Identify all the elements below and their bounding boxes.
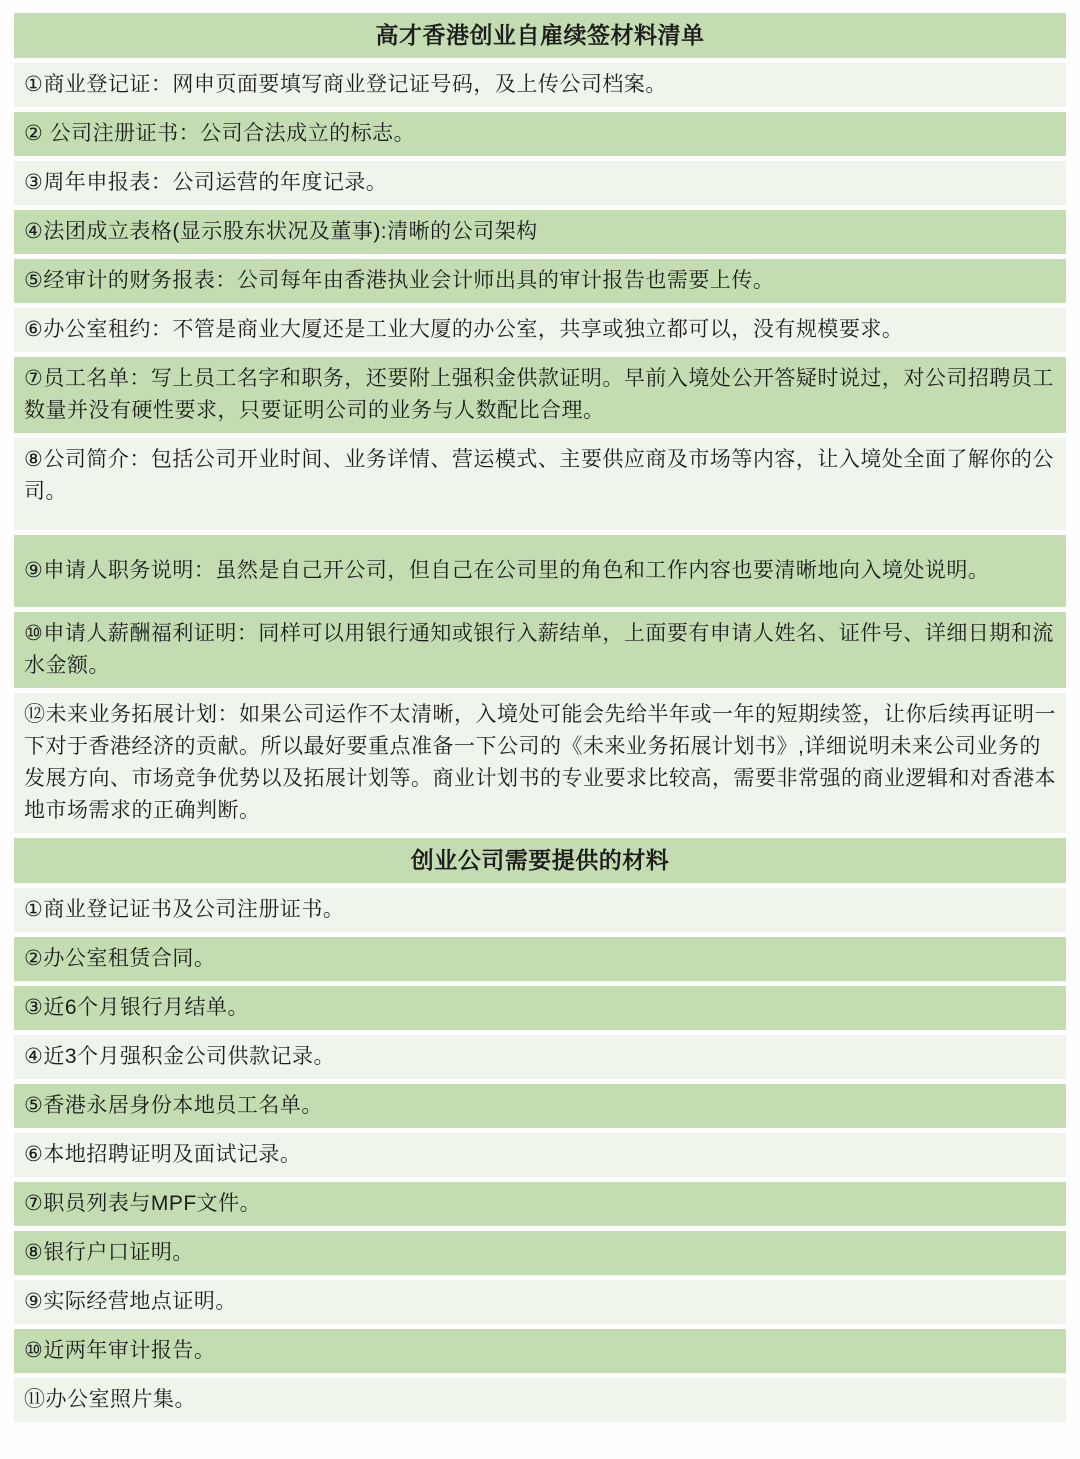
row-s2-02-text: ②办公室租赁合同。: [24, 947, 216, 970]
row-s2-05: [14, 1084, 1066, 1128]
row-s1-02-text: ② 公司注册证书：公司合法成立的标志。: [24, 122, 416, 145]
row-s2-04-text: ④近3个月强积金公司供款记录。: [24, 1045, 336, 1068]
row-s1-10-text: ⑩申请人薪酬福利证明：同样可以用银行通知或银行入薪结单，上面要有申请人姓名、证件号、详细日期和流水金额。: [24, 622, 1054, 677]
row-s2-11: [14, 1378, 1066, 1422]
row-s1-07-text: ⑦员工名单：写上员工名字和职务，还要附上强积金供款证明。早前入境处公开答疑时说过，对公司招聘员工数量并没有硬性要求，只要证明公司的业务与人数配比合理。: [24, 367, 1054, 422]
row-s2-11-text: ⑪办公室照片集。: [24, 1388, 196, 1411]
row-s2-03: [14, 986, 1066, 1030]
row-s2-07-text: ⑦职员列表与MPF文件。: [24, 1192, 262, 1215]
row-s1-04-text: ④法团成立表格(显示股东状况及董事):清晰的公司架构: [24, 220, 538, 243]
row-s2-04: [14, 1035, 1066, 1079]
row-s1-06: [14, 308, 1066, 352]
row-s1-07: [14, 357, 1066, 433]
row-s1-05-text: ⑤经审计的财务报表：公司每年由香港执业会计师出具的审计报告也需要上传。: [24, 269, 775, 292]
row-s1-04: [14, 210, 1066, 254]
row-s1-06-text: ⑥办公室租约：不管是商业大厦还是工业大厦的办公室，共享或独立都可以，没有规模要求。: [24, 318, 904, 341]
section-renewal-materials: [14, 13, 1066, 833]
row-s2-03-text: ③近6个月银行月结单。: [24, 996, 250, 1019]
row-s2-08: [14, 1231, 1066, 1275]
section-startup-materials: [14, 838, 1066, 1422]
row-s2-07: [14, 1182, 1066, 1226]
row-s2-06-text: ⑥本地招聘证明及面试记录。: [24, 1143, 302, 1166]
row-s1-10: [14, 612, 1066, 688]
row-s1-09-text: ⑨申请人职务说明：虽然是自己开公司，但自己在公司里的角色和工作内容也要清晰地向入境处说明。: [24, 559, 990, 582]
section2-header: [14, 838, 1066, 883]
row-s1-01-text: ①商业登记证：网申页面要填写商业登记证号码，及上传公司档案。: [24, 73, 667, 96]
row-s2-01: [14, 888, 1066, 932]
page-title: 高才香港创业自雇续签材料清单: [375, 22, 705, 48]
row-s1-08: [14, 438, 1066, 530]
row-s2-01-text: ①商业登记证书及公司注册证书。: [24, 898, 345, 921]
row-s2-08-text: ⑧银行户口证明。: [24, 1241, 194, 1264]
row-s1-02: [14, 112, 1066, 156]
row-s1-09: [14, 535, 1066, 607]
section1-header: [14, 13, 1066, 58]
row-s2-09: [14, 1280, 1066, 1324]
row-s2-05-text: ⑤香港永居身份本地员工名单。: [24, 1094, 323, 1117]
section2-title: 创业公司需要提供的材料: [410, 847, 670, 873]
row-s2-09-text: ⑨实际经营地点证明。: [24, 1290, 237, 1313]
row-s1-05: [14, 259, 1066, 303]
row-s1-12: [14, 693, 1066, 833]
row-s2-02: [14, 937, 1066, 981]
row-s2-06: [14, 1133, 1066, 1177]
row-s1-03-text: ③周年申报表：公司运营的年度记录。: [24, 171, 388, 194]
row-s2-10-text: ⑩近两年审计报告。: [24, 1339, 216, 1362]
row-s1-12-text: ⑫未来业务拓展计划：如果公司运作不太清晰，入境处可能会先给半年或一年的短期续签，让你后续再证明一下对于香港经济的贡献。所以最好要重点准备一下公司的《未来业务拓展计划书》,详细说明未来公司业务的发展方向、市场竞争优势以及拓展计划等。商业计划书的专业要求比较高，需要非常强的商业逻辑和对香港本地市场需求的正确判断。: [24, 703, 1056, 822]
row-s1-01: [14, 63, 1066, 107]
row-s2-10: [14, 1329, 1066, 1373]
row-s1-08-text: ⑧公司简介：包括公司开业时间、业务详情、营运模式、主要供应商及市场等内容，让入境处全面了解你的公司。: [24, 448, 1054, 503]
row-s1-03: [14, 161, 1066, 205]
